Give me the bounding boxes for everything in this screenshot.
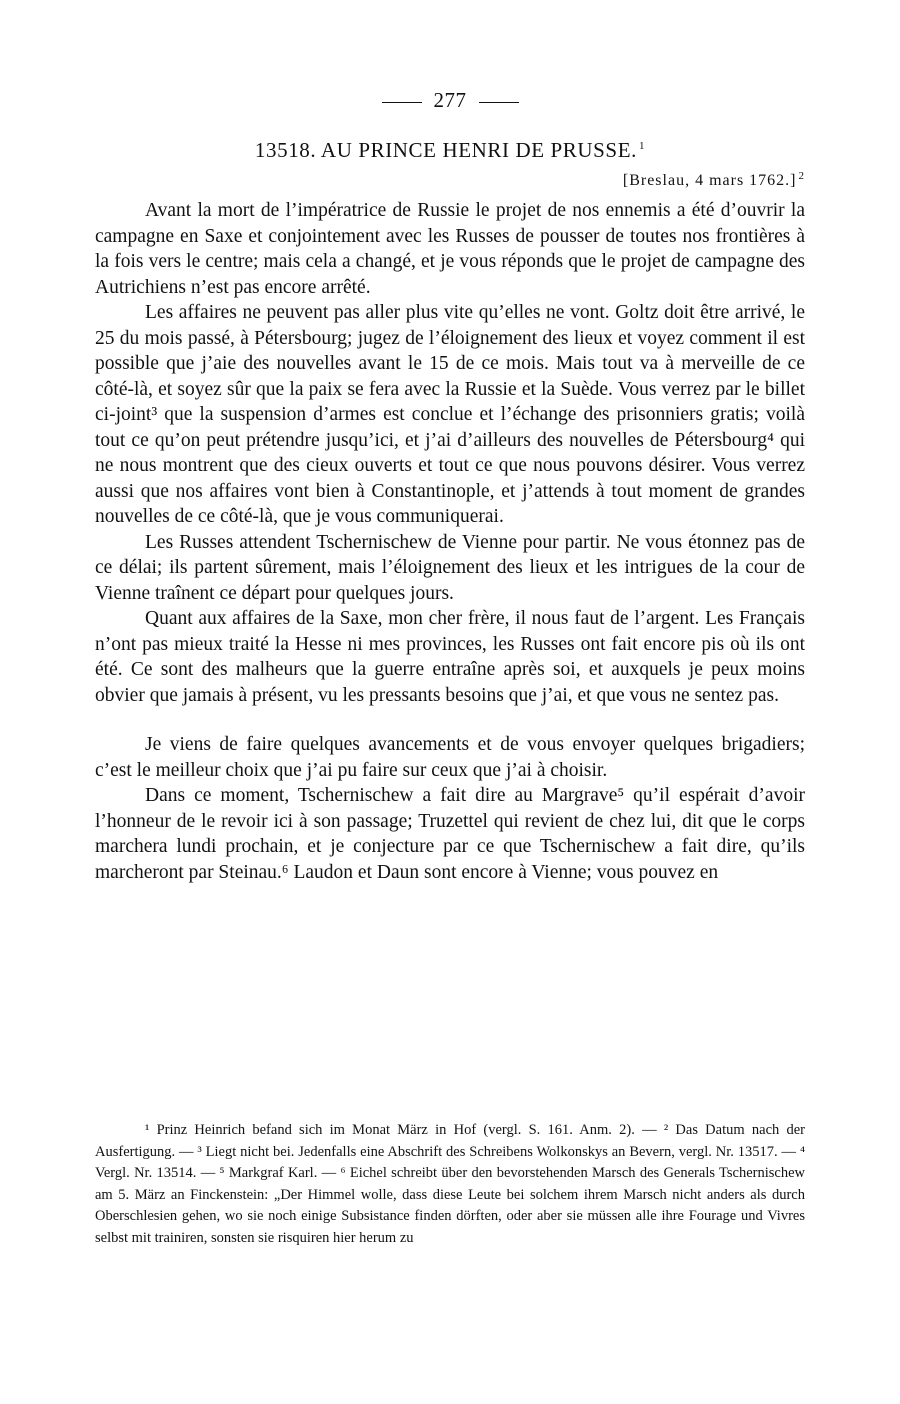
- paragraph-3: Les Russes attendent Tschernischew de Vienne pour partir. Ne vous étonnez pas de ce délai; ils partent sûrement, mais l’éloignement des lieux et les intrigues de la cour de Vienne traînent ce départ pour quelques jours.: [95, 531, 805, 604]
- footnotes-text: ¹ Prinz Heinrich befand sich im Monat März in Hof (vergl. S. 161. Anm. 2). — ² Das Datum nach der Ausfertigung. — ³ Liegt nicht bei. Jedenfalls eine Abschrift des Schreibens Wolkonskys an Bevern, vergl. Nr. 13517. — ⁴ Vergl. Nr. 13514. — ⁵ Markgraf Karl. — ⁶ Eichel schreibt über den bevorstehenden Marsch des Generals Tschernischew am 5. März an Finckenstein: „Der Himmel wolle, dass diese Leute bei solchem ihrem Marsch nicht anders als durch Oberschlesien gehen, wo sie noch einige Subsistance finden dörften, oder aber sie müssen alle ihre Fourage und Vivres selbst mit trainiren, sonsten sie risquiren hier herum zu: [95, 1122, 805, 1246]
- page-number: 277: [433, 88, 467, 112]
- title-footnote-mark: 1: [638, 140, 646, 152]
- paragraph-5: Je viens de faire quelques avancements et de vous envoyer quelques brigadiers; c’est le meilleur choix que j’ai pu faire sur ceux que j’ai à choisir.: [95, 734, 805, 781]
- header-rule-left: [382, 102, 422, 103]
- paragraph-2: Les affaires ne peuvent pas aller plus vite qu’elles ne vont. Goltz doit être arrivé, le 25 du mois passé, à Pétersbourg; jugez de l’éloignement des lieux et voyez comment il est possible que j’aie des nouvelles avant le 15 de ce mois. Mais tout va à merveille de ce côté-là, et soyez sûr que la paix se fera avec la Russie et la Suède. Vous verrez par le billet ci-joint³ que la suspension d’armes est conclue et l’échange des prisonniers gratis; voilà tout ce qu’on peut prétendre jusqu’ici, et j’ai d’ailleurs des nouvelles de Pétersbourg⁴ qui ne nous montrent que des cieux ouverts et tout ce que nous pouvons désirer. Vous verrez aussi que nos affaires vont bien à Constantinople, et j’attends à tout moment de grandes nouvelles de ce côté-là, que je vous communiquerai.: [95, 302, 805, 527]
- letter-dateline: [622, 169, 805, 190]
- header-rule-right: [479, 102, 519, 103]
- dateline-text: [Breslau, 4 mars 1762.]: [622, 172, 797, 189]
- letter-title: [95, 138, 805, 163]
- letter-title-text: 13518. AU PRINCE HENRI DE PRUSSE.: [254, 138, 637, 162]
- dateline-footnote-mark: 2: [798, 169, 805, 182]
- paragraph-4: Quant aux affaires de la Saxe, mon cher frère, il nous faut de l’argent. Les Français n’ont pas mieux traité la Hesse ni mes provinces, les Russes ont fait encore pis où ils ont été. Ce sont des malheurs que la guerre entraîne après soi, et auxquels je peux moins obvier que jamais à présent, vu les pressants besoins que j’ai, et que vous ne sentez pas.: [95, 608, 805, 706]
- paragraph-1: Avant la mort de l’impératrice de Russie le projet de nos ennemis a été d’ouvrir la campagne en Saxe et conjointement avec les Russes de pousser de toutes nos frontières à la fois vers le centre; mais cela a changé, et je vous réponds que le projet de campagne des Autrichiens n’est pas encore arrêté.: [95, 200, 805, 298]
- letter-body: [95, 198, 805, 885]
- footnotes: [95, 1120, 805, 1250]
- paragraph-6: Dans ce moment, Tschernischew a fait dire au Margrave⁵ qu’il espérait d’avoir l’honneur de le revoir ici à son passage; Truzettel qui revient de chez lui, dit que le corps marchera lundi prochain, et je conjecture par ce que Tschernischew a fait dire, qu’ils marcheront par Steinau.⁶ Laudon et Daun sont encore à Vienne; vous pouvez en: [95, 785, 805, 883]
- page-header: [95, 88, 805, 113]
